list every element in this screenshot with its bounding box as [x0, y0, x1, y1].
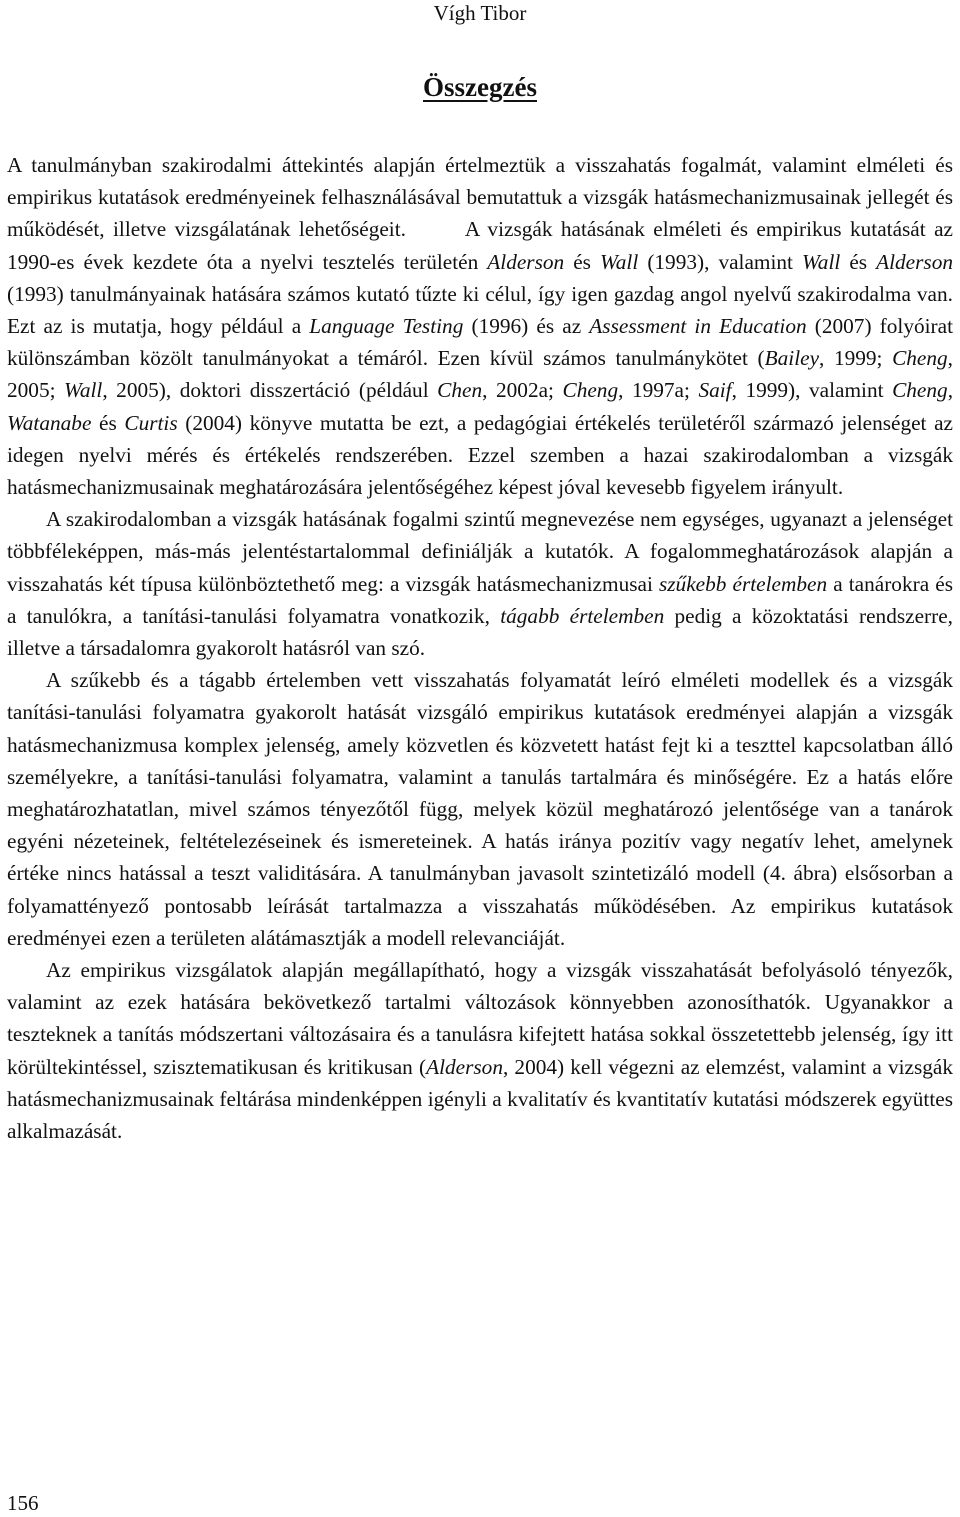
text-run: és: [840, 249, 877, 274]
italic-reference: Cheng: [892, 346, 948, 371]
text-run: a tanárokra és a tanulókra, a tanítási-tanulási folyamatra vonatkozik,: [7, 571, 953, 628]
italic-reference: Cheng: [892, 378, 948, 403]
text-run: , 1997a;: [618, 378, 699, 403]
italic-reference: Cheng: [562, 378, 619, 403]
italic-reference: Wall: [802, 249, 841, 274]
text-run: Az empirikus vizsgálatok alapján megállapítható, hogy a vizsgák visszahatását befolyásoló tényezők, valamint az ezek hatására bekövetkező tartalmi változások könnyebben azonosíthatók. Ugyanakkor a teszteknek a tanítás módszertani változásaira és a tanulásra kifejtett hatása sokkal összetettebb jelenség, így itt körültekintéssel, szisztematikusan és kritikusan (: [7, 958, 953, 1079]
text-run: (1996) és az: [463, 314, 590, 339]
text-run: A szűkebb és a tágabb értelemben vett visszahatás folyamatát leíró elméleti modellek és a vizsgák tanítási-tanulási folyamatra gyakorolt hatását vizsgáló empirikus kutatások eredményei alapján a vizsgák hatásmechanizmusa komplex jelenség, amely közvetlen és közvetett hatást fejt ki a teszttel kapcsolatban álló személyekre, a tanítási-tanulási folyamatra, valamint a tanulás tartalmára és minőségére. Ez a hatás előre meghatározhatatlan, mivel számos tényezőtől függ, melyek közül meghatározó jelentősége van a tanárok egyéni nézeteinek, feltételezéseinek és ismereteinek. A hatás iránya pozitív vagy negatív lehet, amelynek értéke nincs hatással a teszt validitására. A tanulmányban javasolt szintetizáló modell (4. ábra) elsősorban a folyamattényező pontosabb leírását tartalmazza a visszahatás működésében. Az empirikus kutatások eredményei ezen a területen alátámasztják a modell relevanciáját.: [7, 668, 953, 950]
italic-reference: Curtis: [124, 410, 178, 435]
text-run: , 2004) kell végezni az elemzést, valamint a vizsgák hatásmechanizmusainak feltárása mindenképpen igényli a kvalitatív és kvantitatív kutatási módszerek együttes alkalmazását.: [7, 1054, 954, 1144]
text-run: , 1999), valamint: [731, 378, 893, 403]
italic-reference: Wall: [64, 378, 103, 403]
italic-reference: Chen: [437, 378, 483, 403]
italic-reference: Language Testing: [309, 314, 464, 339]
running-header-author: Vígh Tibor: [433, 1, 527, 25]
body-paragraph: [7, 664, 953, 954]
text-run: A vizsgák hatásának elméleti és empirikus kutatását az 1990-es évek kezdete óta a nyelvi tesztelés területén: [7, 217, 953, 274]
italic-reference: Alderson: [487, 249, 565, 274]
text-run: és: [91, 410, 125, 435]
text-run: , 2002a;: [482, 378, 563, 403]
body-paragraph: [7, 149, 953, 503]
text-run: ,: [947, 378, 954, 403]
italic-reference: Saif: [698, 378, 732, 403]
italic-reference: szűkebb értelemben: [658, 571, 828, 596]
page-number: 156: [7, 1491, 39, 1515]
italic-reference: Assessment in Education: [589, 314, 807, 339]
text-run: (1993), valamint: [638, 249, 803, 274]
text-run: , 2005;: [7, 346, 953, 403]
italic-reference: Bailey: [764, 346, 820, 371]
text-run: pedig a közoktatási rendszerre, illetve a társadalomra gyakorolt hatásról van szó.: [7, 603, 953, 661]
body-paragraph: [7, 503, 953, 664]
section-title: Összegzés: [423, 72, 537, 102]
italic-reference: tágabb értelemben: [500, 603, 665, 628]
italic-reference: Alderson: [876, 249, 954, 274]
italic-reference: Wall: [600, 249, 639, 274]
text-run: A szakirodalomban a vizsgák hatásának fogalmi szintű megnevezése nem egységes, ugyanazt a jelenséget többféleképpen, más-más jelentéstartalommal definiálják a kutatók. A fogalommeghatározások alapján a visszahatás két típusa különböztethető meg: a vizsgák hatásmechanizmusai: [7, 507, 953, 596]
text-run: (1993) tanulmányainak hatására számos kutató tűzte ki célul, így igen gazdag angol nyelvű szakirodalma van. Ezt az is mutatja, hogy például a: [7, 281, 953, 339]
text-run: A tanulmányban szakirodalmi áttekintés alapján értelmeztük a visszahatás fogalmát, valamint elméleti és empirikus kutatások eredményeinek felhasználásával bemutattuk a vizsgák hatásmechanizmusainak jellegét és működését, illetve vizsgálatának lehetőségeit.: [7, 153, 953, 242]
body-paragraph: [7, 954, 953, 1147]
text-run: , 1999;: [819, 346, 893, 371]
text-run: (2004) könyve mutatta be ezt, a pedagógiai értékelés területéről származó jelenséget az idegen nyelvi mérés és értékelés rendszerében. Ezzel szemben a hazai szakirodalomban a vizsgák hatásmechanizmusainak meghatározására jelentőségéhez képest jóval kevesebb figyelem irányult.: [7, 410, 953, 500]
italic-reference: Alderson: [426, 1054, 503, 1079]
text-run: , 2005), doktori disszertáció (például: [102, 378, 438, 403]
body-text: [7, 149, 953, 1147]
text-run: (2007) folyóirat különszámban közölt tanulmányokat a témáról. Ezen kívül számos tanulmánykötet (: [7, 314, 953, 371]
italic-reference: Watanabe: [7, 410, 92, 435]
text-run: és: [564, 249, 600, 274]
